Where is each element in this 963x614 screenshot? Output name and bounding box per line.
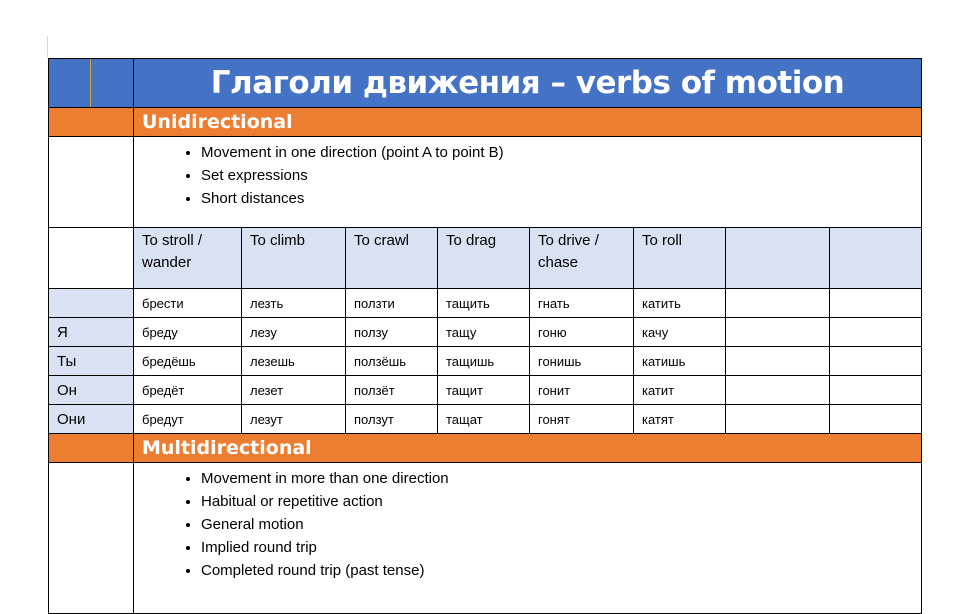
verb-form: лезут bbox=[242, 405, 346, 434]
verb-form: тащит bbox=[438, 376, 530, 405]
conjugation-row-ty bbox=[49, 347, 922, 376]
verb-form: бреду bbox=[134, 318, 242, 347]
verb-form: гнать bbox=[530, 289, 634, 318]
title-row bbox=[49, 59, 922, 108]
section-title: Unidirectional bbox=[134, 108, 922, 137]
multidirectional-notes-row bbox=[49, 463, 922, 614]
verb-header: To drive / chase bbox=[530, 228, 634, 289]
notes-left-cell bbox=[49, 463, 134, 614]
section-left-cell bbox=[49, 434, 134, 463]
title-left-cell bbox=[49, 59, 134, 108]
header-corner-cell bbox=[49, 228, 134, 289]
pronoun-cell: Они bbox=[49, 405, 134, 434]
verb-form bbox=[726, 347, 830, 376]
verb-form bbox=[830, 347, 922, 376]
notes-left-cell bbox=[49, 137, 134, 228]
bullet-item: • Habitual or repetitive action bbox=[201, 490, 921, 513]
section-title: Multidirectional bbox=[134, 434, 922, 463]
section-left-cell bbox=[49, 108, 134, 137]
verb-form bbox=[726, 289, 830, 318]
pronoun-cell: Он bbox=[49, 376, 134, 405]
verb-form: катят bbox=[634, 405, 726, 434]
verb-header: To stroll / wander bbox=[134, 228, 242, 289]
verb-header: To drag bbox=[438, 228, 530, 289]
pronoun-cell: Ты bbox=[49, 347, 134, 376]
verb-form: лезу bbox=[242, 318, 346, 347]
verb-form bbox=[726, 376, 830, 405]
conjugation-row-oni bbox=[49, 405, 922, 434]
verb-form: катить bbox=[634, 289, 726, 318]
verb-form: ползти bbox=[346, 289, 438, 318]
verb-header bbox=[726, 228, 830, 289]
bullet-item: • Movement in more than one direction bbox=[201, 467, 921, 490]
verb-header: To climb bbox=[242, 228, 346, 289]
verb-form: бредёт bbox=[134, 376, 242, 405]
verb-form: бредёшь bbox=[134, 347, 242, 376]
verb-form: катишь bbox=[634, 347, 726, 376]
verb-form: лезет bbox=[242, 376, 346, 405]
notes-cell bbox=[134, 463, 922, 614]
verb-form: бредут bbox=[134, 405, 242, 434]
verb-form: качу bbox=[634, 318, 726, 347]
verbs-of-motion-table bbox=[48, 58, 922, 614]
verb-header-row bbox=[49, 228, 922, 289]
bullet-item: • Movement in one direction (point A to point B) bbox=[201, 141, 921, 164]
verb-form: брести bbox=[134, 289, 242, 318]
conjugation-row-on bbox=[49, 376, 922, 405]
verb-form: тащить bbox=[438, 289, 530, 318]
bullet-list bbox=[134, 467, 921, 582]
conjugation-row-infinitive bbox=[49, 289, 922, 318]
verb-form bbox=[726, 318, 830, 347]
verb-form: ползу bbox=[346, 318, 438, 347]
verb-form: гоню bbox=[530, 318, 634, 347]
verb-header: To crawl bbox=[346, 228, 438, 289]
verb-form: лезть bbox=[242, 289, 346, 318]
section-header-unidirectional bbox=[49, 108, 922, 137]
bullet-item: • Short distances bbox=[201, 187, 921, 210]
verb-form: тащишь bbox=[438, 347, 530, 376]
bullet-list bbox=[134, 141, 921, 210]
notes-cell bbox=[134, 137, 922, 228]
pronoun-cell: Я bbox=[49, 318, 134, 347]
cell-edge-marker bbox=[90, 59, 91, 107]
section-header-multidirectional bbox=[49, 434, 922, 463]
verb-form: ползут bbox=[346, 405, 438, 434]
verb-header bbox=[830, 228, 922, 289]
verb-form: гонит bbox=[530, 376, 634, 405]
verb-form bbox=[830, 318, 922, 347]
page-margin-mark bbox=[47, 36, 48, 58]
verb-form: ползёшь bbox=[346, 347, 438, 376]
verb-header: To roll bbox=[634, 228, 726, 289]
verb-form bbox=[830, 289, 922, 318]
verb-form bbox=[830, 376, 922, 405]
verb-form: лезешь bbox=[242, 347, 346, 376]
verb-form: гонишь bbox=[530, 347, 634, 376]
page-title: Глаголи движения – verbs of motion bbox=[134, 59, 922, 108]
verb-form: катит bbox=[634, 376, 726, 405]
bullet-item: • Completed round trip (past tense) bbox=[201, 559, 921, 582]
verb-form: тащу bbox=[438, 318, 530, 347]
unidirectional-notes-row bbox=[49, 137, 922, 228]
conjugation-row-ya bbox=[49, 318, 922, 347]
verb-form: тащат bbox=[438, 405, 530, 434]
verb-form bbox=[830, 405, 922, 434]
verb-form bbox=[726, 405, 830, 434]
bullet-item: • Set expressions bbox=[201, 164, 921, 187]
pronoun-cell bbox=[49, 289, 134, 318]
bullet-item: • General motion bbox=[201, 513, 921, 536]
verb-form: гонят bbox=[530, 405, 634, 434]
bullet-item: • Implied round trip bbox=[201, 536, 921, 559]
verb-form: ползёт bbox=[346, 376, 438, 405]
